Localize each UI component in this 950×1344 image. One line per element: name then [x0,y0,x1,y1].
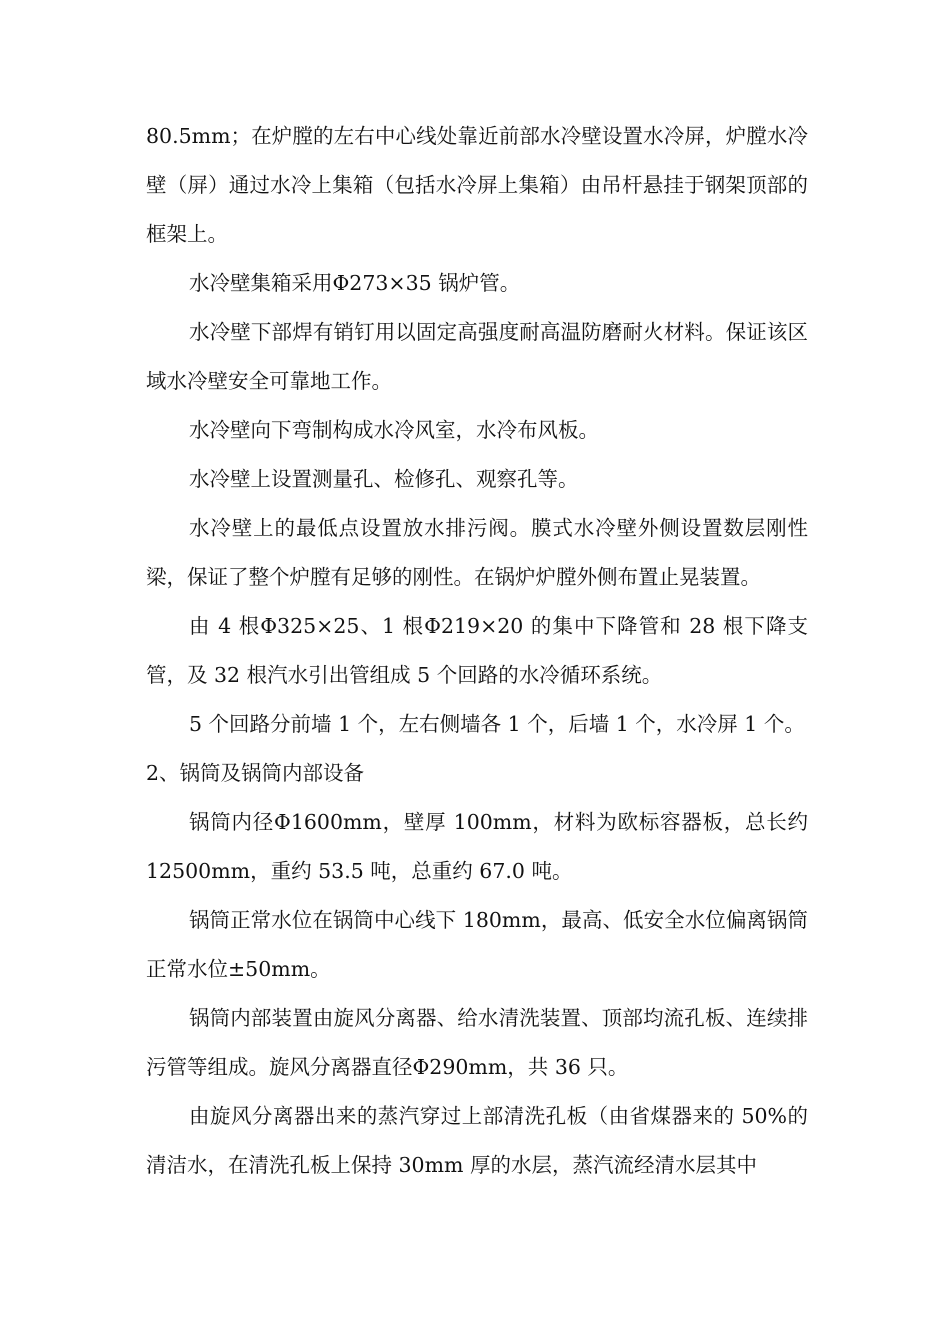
paragraph: 水冷壁集箱采用Φ273×35 锅炉管。 [189,271,521,295]
paragraph: 锅筒正常水位在锅筒中心线下 180mm，最高、低安全水位偏离锅筒正常水位±50mm。 [146,908,808,981]
paragraph: 水冷壁上设置测量孔、检修孔、观察孔等。 [189,467,579,491]
paragraph: 锅筒内径Φ1600mm，壁厚 100mm，材料为欧标容器板，总长约 12500mm，重约 53.5 吨，总重约 67.0 吨。 [146,810,808,883]
paragraph: 由旋风分离器出来的蒸汽穿过上部清洗孔板（由省煤器来的 50%的清洁水，在清洗孔板上保持 30mm 厚的水层，蒸汽流经清水层其中 [146,1104,808,1177]
paragraph: 80.5mm；在炉膛的左右中心线处靠近前部水冷壁设置水冷屏，炉膛水冷壁（屏）通过水冷上集箱（包括水冷屏上集箱）由吊杆悬挂于钢架顶部的框架上。 [146,124,808,246]
paragraph: 锅筒内部装置由旋风分离器、给水清洗装置、顶部均流孔板、连续排污管等组成。旋风分离器直径Φ290mm，共 36 只。 [146,1006,808,1079]
paragraph: 水冷壁下部焊有销钉用以固定高强度耐高温防磨耐火材料。保证该区域水冷壁安全可靠地工作。 [146,320,808,393]
paragraph: 水冷壁上的最低点设置放水排污阀。膜式水冷壁外侧设置数层刚性梁，保证了整个炉膛有足够的刚性。在锅炉炉膛外侧布置止晃装置。 [146,516,808,589]
paragraph: 水冷壁向下弯制构成水冷风室，水冷布风板。 [189,418,599,442]
section-heading: 2、锅筒及锅筒内部设备 [146,761,365,785]
paragraph: 5 个回路分前墙 1 个，左右侧墙各 1 个，后墙 1 个，水冷屏 1 个。 [189,712,805,736]
paragraph: 由 4 根Φ325×25、1 根Φ219×20 的集中下降管和 28 根下降支管，及 32 根汽水引出管组成 5 个回路的水冷循环系统。 [146,614,808,687]
document-body [146,112,808,1190]
